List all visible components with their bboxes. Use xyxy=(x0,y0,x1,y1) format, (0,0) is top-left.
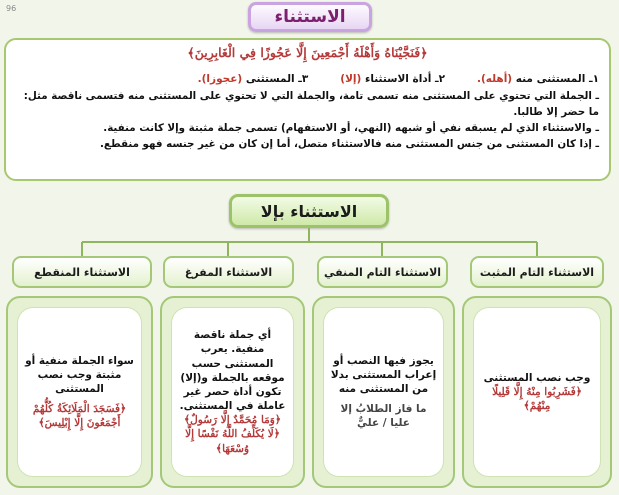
page-title: الاستثناء xyxy=(248,2,372,32)
category-header-negative: الاستثناء التام المنفي xyxy=(317,256,448,288)
part-2-value: (إلا) xyxy=(340,73,362,85)
quran-verse: ﴿فَنَجَّيْنَاهُ وَأَهْلَهُ أَجْمَعِينَ إِلَّا عَجُوزًا فِي الْغَابِرِينَ﴾ xyxy=(187,45,428,60)
note-line: ما حضر إلا طالبا. xyxy=(513,105,599,118)
category-rule: وجب نصب المستثنى xyxy=(483,371,591,384)
part-1-label: ١ـ المستثنى منه xyxy=(515,73,599,85)
category-header-discontinuous: الاستثناء المنقطع xyxy=(12,256,152,288)
main-heading: الاستثناء بإلا xyxy=(229,194,389,228)
category-box-negative xyxy=(312,296,455,488)
category-example: ﴿فَشَرِبُوا مِنْهُ إِلَّا قَلِيلًا مِنْهُمْ﴾ xyxy=(492,385,582,413)
category-box-elliptical xyxy=(160,296,305,488)
category-example: ﴿وَمَا مُحَمَّدٌ إِلَّا رَسُولٌ﴾ xyxy=(184,414,281,427)
category-example: ﴿لَا يُكَلِّفُ اللَّهُ نَفْسًا إِلَّا وُسْعَهَا﴾ xyxy=(185,428,280,455)
category-rule: سواء الجملة منفية أو مثبتة وجب نصب المستثنى xyxy=(25,354,134,395)
part-1-value: (أهله). xyxy=(476,73,513,85)
note-line: ـ إذا كان المستثنى من جنس المستثنى منه فالاستثناء متصل، أما إن كان من غير جنسه فهو منقطع. xyxy=(100,137,599,150)
category-example: ﴿فَسَجَدَ الْمَلَائِكَةُ كُلُّهُمْ أَجْمَعُونَ إِلَّا إِبْلِيسَ﴾ xyxy=(32,403,127,430)
part-3-value: (عجوزا). xyxy=(197,73,243,85)
note-line: ـ والاستثناء الذي لم يسبقه نفي أو شبهه (النهي، أو الاستفهام) تسمى جملة مثبتة وإلا كانت منفية. xyxy=(103,121,599,134)
category-header-elliptical: الاستثناء المفرغ xyxy=(163,256,294,288)
page-number: 96 xyxy=(6,4,17,13)
part-3-label: ٣ـ المستثنى xyxy=(245,73,309,85)
part-2-label: ٢ـ أداة الاستثناء xyxy=(364,73,445,85)
category-box-discontinuous xyxy=(6,296,153,488)
category-example: ما فاز الطلابُ إلا xyxy=(340,403,427,416)
note-line: ـ الجملة التي تحتوي على المستثنى منه تسمى تامة، والجملة التي لا تحتوي على المستثنى منه فتسمى ناقصة مثل: xyxy=(23,90,599,102)
category-rule: أي جملة ناقصة منفية. يعرب المستثنى حسب موقعه بالجملة و(إلا) تكون أداة حصر غير عاملة في المستثنى. xyxy=(179,329,286,413)
category-header-affirmative: الاستثناء التام المثبت xyxy=(470,256,604,288)
category-rule: يجوز فيها النصب أو إعراب المستثنى بدلا من المستثنى منه xyxy=(330,354,437,395)
category-example: عليا / عليٌّ xyxy=(357,417,410,430)
category-box-affirmative xyxy=(462,296,612,488)
